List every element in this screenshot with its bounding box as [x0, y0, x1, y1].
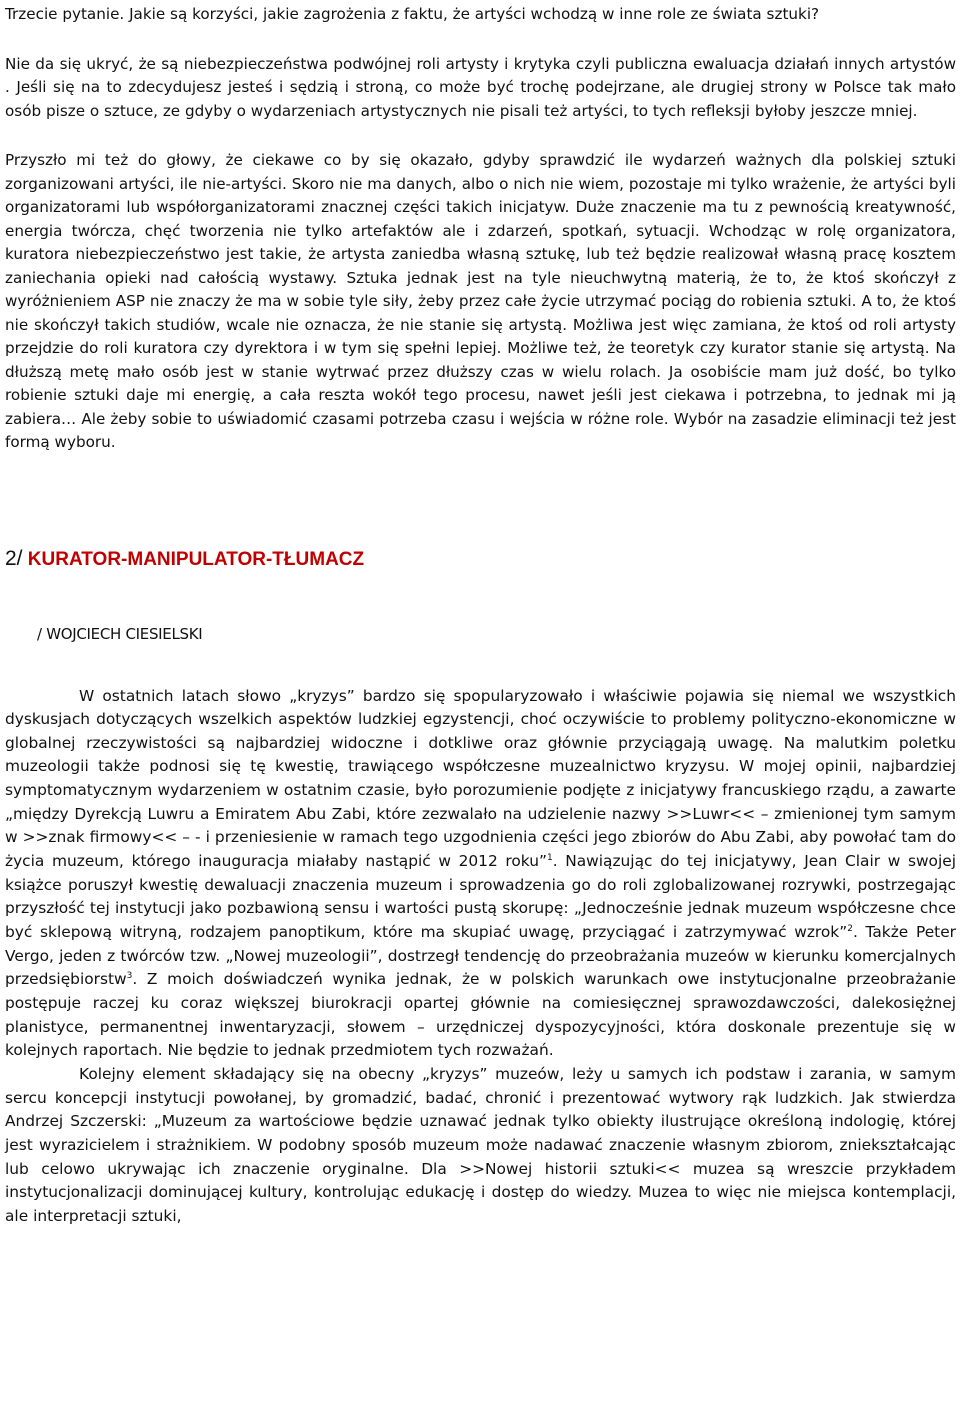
section-number: 2/: [5, 546, 23, 570]
question-line: Trzecie pytanie. Jakie są korzyści, jakie zagrożenia z faktu, że artyści wchodzą w inne role ze świata sztuki?: [5, 5, 820, 23]
paragraph-text: W ostatnich latach słowo „kryzys” bardzo się spopularyzowało i właściwie pojawia się niemal we wszystkich dyskusjach dotyczących wszelkich aspektów ludzkiej egzystencji, choć oczywiście to problemy polityczno-ekonomiczne w globalnej rzeczywistości są najbardziej widoczne i dotkliwe oraz głównie przyciągają uwagę. Na malutkim poletku muzeologii także podnosi się tę kwestię, trawiącego współczesne muzealnictwo kryzysu. W mojej opinii, najbardziej symptomatycznym wydarzeniem w ostatnim czasie, było porozumienie podjęte z inicjatywy francuskiego rządu, a zawarte „między Dyrekcją Luwru a Emiratem Abu Zabi, które zezwalało na udzielenie nazwy >>Luwr<< – zmienionej tym samym w >>znak firmowy<< – - i przeniesienie w ramach tego uzgodnienia części jego zbiorów do Abu Zabi, aby powołać tam do życia muzeum, którego inauguracja miałaby nastąpić w 2012 roku”: [5, 686, 956, 871]
footnote-ref: 1: [546, 852, 553, 863]
footnote-ref: 2: [847, 923, 853, 934]
article-body: [5, 685, 956, 1229]
section-title: KURATOR-MANIPULATOR-TŁUMACZ: [27, 548, 365, 570]
paragraph-text: . Nawiązując do tej inicjatywy, Jean Clair w swojej książce poruszył kwestię dewaluacji znaczenia muzeum i sprowadzenia go do roli zglobalizowanej rozrywki, postrzegając przyszłość tej instytucji jako pozbawioną sensu i wartości pustą skorupę: „Jednocześnie jednak muzeum współczesne chce być sklepową witryną, rodzajem panoptikum, które ma skupiać uwagę, przyciągać i zatrzymywać wzrok”: [5, 852, 956, 942]
paragraph-text: . Także Peter Vergo, jeden z twórców tzw. „Nowej muzeologii”, dostrzegł tendencję do przeobrażania muzeów w kierunku komercjalnych przedsiębiorstw: [5, 923, 956, 989]
paragraph-text: . Z moich doświadczeń wynika jednak, że w polskich warunkach owe instytucjonalne przeobrażanie postępuje raczej ku coraz większej biurokracji opartej głównie na comiesięcznej sprawozdawczości, dalekosiężnej planistyce, permanentnej inwentaryzacji, słowem – urzędniczej dyspozycyjności, która doskonale prezentuje się w kolejnych raportach. Nie będzie to jednak przedmiotem tych rozważań.: [5, 970, 956, 1060]
paragraph: [5, 685, 956, 1064]
section-heading: [5, 547, 956, 572]
document-page: [5, 0, 956, 1229]
footnote-ref: 3: [126, 971, 133, 982]
author-line: / WOJCIECH CIESIELSKI: [37, 624, 203, 643]
paragraph: Kolejny element składający się na obecny „kryzys” muzeów, leży u samych ich podstaw i zarania, w samym sercu koncepcji instytucji powołanej, by gromadzić, badać, chronić i prezentować wytwory rąk ludzkich. Jak stwierdza Andrzej Szczerski: „Muzeum za wartościowe będzie uznawać jednak tylko obiekty ilustrujące określoną indologię, której jest wyrazicielem i strażnikiem. W podobny sposób muzeum może nadawać znaczenie własnym zbiorom, zniekształcając lub celowo ukrywając ich znaczenie oryginalne. Dla >>Nowej historii sztuki<< muzea są wreszcie przykładem instytucjonalizacji dominującej kultury, kontrolując edukację i dostęp do wiedzy. Muzea to więc nie miejsca kontemplacji, ale interpretacji sztuki,: [5, 1065, 956, 1225]
paragraph: Nie da się ukryć, że są niebezpieczeństwa podwójnej roli artysty i krytyka czyli publiczna ewaluacja działań innych artystów . Jeśli się na to zdecydujesz jesteś i sędzią i stroną, co może być trochę podejrzane, ale drugiej strony w Polsce tak mało osób pisze o sztuce, ze gdyby o wydarzeniach artystycznych nie pisali też artyści, to tych refleksji byłoby jeszcze mniej.: [5, 54, 956, 120]
paragraph: Przyszło mi też do głowy, że ciekawe co by się okazało, gdyby sprawdzić ile wydarzeń ważnych dla polskiej sztuki zorganizowani artyści, ile nie-artyści. Skoro nie ma danych, albo o nich nie wiem, pozostaje mi tylko wrażenie, że artyści byli organizatorami lub współorganizatorami znacznej części takich inicjatyw. Duże znaczenie ma tu z pewnością kreatywność, energia twórcza, chęć tworzenia nie tylko artefaktów ale i zdarzeń, spotkań, sytuacji. Wchodząc w rolę organizatora, kuratora niebezpieczeństwo jest takie, że artysta zaniedba własną sztukę, lub też będzie realizował własną pracę kosztem zaniechania opieki nad całością wystawy. Sztuka jednak jest na tyle nieuchwytną materią, że to, że ktoś skończył z wyróżnieniem ASP nie znaczy że ma w sobie tyle siły, żeby przez całe życie utrzymać pociąg do robienia sztuki. A to, że ktoś nie skończył takich studiów, wcale nie oznacza, że nie stanie się artystą. Możliwa jest więc zamiana, że ktoś od roli artysty przejdzie do roli kuratora czy dyrektora i w tym się spełni lepiej. Możliwe też, że teoretyk czy kurator stanie się artystą. Na dłuższą metę mało osób jest w stanie wytrwać przez dłuższy czas w wielu rolach. Ja osobiście mam już dość, bo tylko robienie sztuki daje mi energię, a cała reszta wokół tego procesu, nawet jeśli jest ciekawa i potrzebna, to jednak mi ją zabiera… Ale żeby sobie to uświadomić czasami potrzeba czasu i wejścia w różne role. Wybór na zasadzie eliminacji też jest formą wyboru.: [5, 151, 956, 451]
